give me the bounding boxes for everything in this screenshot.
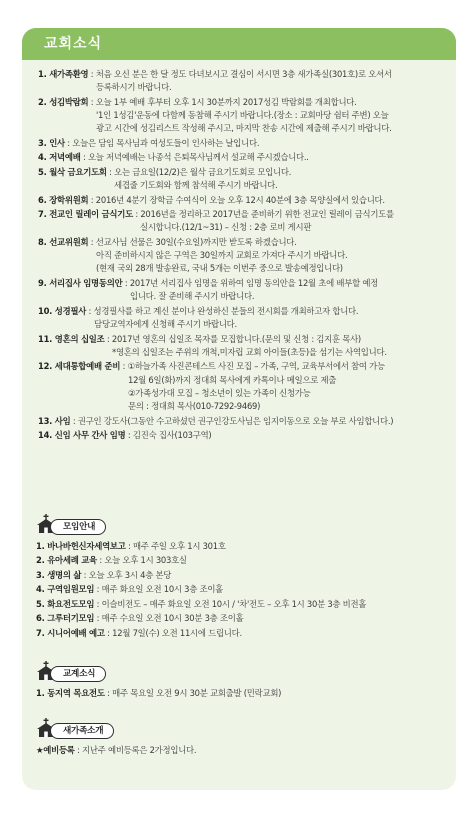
notice-item <box>38 68 448 95</box>
notice-text: ①하늘가족 사진콘테스트 사진 모집 – 가족, 구역, 교육부서에서 참여 가능 <box>127 361 385 372</box>
item-label <box>36 570 81 580</box>
item-title: 그루터기모임 <box>47 613 95 624</box>
notice-number: 3. <box>38 137 47 148</box>
notice-text: 문의 : 정대희 목사(010-7292-9469) <box>128 401 261 412</box>
item-text: 12월 7일(수) 오전 11시에 드립니다. <box>112 627 242 638</box>
meetings-section <box>36 514 446 641</box>
list-item: 4. 구역임원모임 : 매주 화요일 오전 10시 3층 조이홀 <box>36 584 224 595</box>
section-title: 교계소식 <box>50 666 106 682</box>
notice-number: 13. <box>38 415 53 426</box>
notice-title: 저녁예배 <box>49 152 81 163</box>
notice-card <box>22 28 456 790</box>
item-text: 매주 목요일 오전 9시 30분 교회출발 (민락교회) <box>112 688 282 698</box>
section-title: 모임안내 <box>50 519 106 535</box>
notice-text: 2017년 영혼의 십일조 목자를 모집합니다.(문의 및 신청 : 김지훈 목사) <box>111 333 361 344</box>
notice-item <box>38 277 448 304</box>
item-number: 5. <box>36 598 45 609</box>
notice-first-line: 13. 사임 : 권구인 강도사(그동안 수고하셨던 권구인강도사님은 임지이동으로 오늘 부로 사임합니다.) <box>38 415 394 426</box>
meetings-list <box>36 540 446 640</box>
notice-item <box>38 333 448 360</box>
notice-text: 오늘은 담임 목사님과 여성도들이 인사하는 날입니다. <box>72 137 260 148</box>
item-number: 2. <box>36 555 45 566</box>
notice-first-line: 1. 새가족환영 : 처음 오신 분은 한 달 정도 다녀보시고 결심이 서시면 3층 새가족실(301호)로 오셔서 <box>38 69 392 79</box>
notice-text: *영혼의 십일조는 주위의 개척,미자립 교회 아이들(초등)을 섬기는 사역입니다. <box>112 346 387 357</box>
notice-title: 성경필사 <box>54 305 87 316</box>
list-item: 3. 생명의 삶 : 오늘 오후 3시 4층 본당 <box>36 569 172 580</box>
notice-first-line: 10. 성경필사 : 성경필사를 하고 계신 분이나 완성하신 분들의 전시회를 개최하고자 합니다. <box>38 305 359 316</box>
list-item: 1. 바나바헌신자세역보고 : 매주 주일 오후 1시 301호 <box>36 541 226 551</box>
item-number: 7. <box>36 627 45 638</box>
notice-number: 5. <box>38 166 47 177</box>
item-number: ★ <box>36 745 44 755</box>
item-text: 오늘 오후 1시 303호실 <box>104 555 187 566</box>
notice-number: 8. <box>38 236 47 247</box>
notice-item <box>38 360 448 413</box>
notice-item <box>38 236 448 276</box>
item-title: 생명의 삶 <box>47 569 82 580</box>
list-item: 7. 시니어예배 예고 : 12월 7일(수) 오전 11시에 드립니다. <box>36 627 242 638</box>
notice-item <box>38 137 448 150</box>
item-number: 1. <box>36 688 45 698</box>
notice-item <box>38 429 448 442</box>
item-label <box>36 541 126 551</box>
notice-first-line: 11. 영혼의 십일조 : 2017년 영혼의 십일조 목자를 모집합니다.(문의 및 신청 : 김지훈 목사) <box>38 333 361 344</box>
notice-text: 12월 6일(화)까지 정대희 목사에게 카톡이나 메일으로 제출 <box>128 374 337 385</box>
notice-number: 10. <box>38 305 53 316</box>
item-title: 동지역 목요전도 <box>47 688 105 698</box>
notice-title: 성김박람회 <box>49 96 89 107</box>
notice-text: 세겹줄 기도회와 함께 참석해 주시기 바랍니다. <box>114 180 278 191</box>
notice-label <box>38 278 122 288</box>
item-title: 바나바헌신자세역보고 <box>47 541 126 551</box>
notice-text: 2016년을 정리하고 2017년을 준비하기 위한 전교인 릴레이 금식기도를 <box>140 209 394 220</box>
item-title: 화요전도모임 <box>47 598 95 609</box>
item-title: 예비등록 <box>43 745 75 755</box>
list-item: ★예비등록 : 지난주 예비등록은 2가정입니다. <box>36 745 197 755</box>
notice-text: ②가족성가대 모집 – 청소년이 있는 가족이 신청가능 <box>128 387 311 398</box>
news-header <box>36 661 446 683</box>
item-text: 매주 주일 오후 1시 301호 <box>133 541 226 551</box>
item-label <box>36 599 94 609</box>
notice-text: 처음 오신 분은 한 달 정도 다녀보시고 결심이 서시면 3층 새가족실(301호)로 오셔서 <box>95 69 392 79</box>
newfamily-section <box>36 718 446 758</box>
item-text: 매주 화요일 오전 10시 3층 조이홀 <box>101 584 224 595</box>
notice-text: 입니다. 잘 준비해 주시기 바랍니다. <box>130 291 255 302</box>
item-label <box>36 613 94 623</box>
item-label <box>36 745 75 755</box>
list-item: 2. 유아세례 교육 : 오늘 오후 1시 303호실 <box>36 555 187 566</box>
item-title: 구역임원모임 <box>47 584 95 595</box>
notice-first-line: 12. 세대통합예배 준비 : ①하늘가족 사진콘테스트 사진 모집 – 가족, 구역, 교육부서에서 참여 가능 <box>38 361 385 372</box>
item-label <box>36 628 105 638</box>
notice-text: 오는 금요일(12/2)은 월삭 금요기도회로 모입니다. <box>114 166 292 177</box>
item-label <box>36 584 94 594</box>
notice-number: 12. <box>38 361 53 372</box>
notice-first-line: 2. 성김박람회 : 오늘 1부 예배 후부터 오후 1시 30분까지 2017성김 박람회를 개최합니다. <box>38 96 357 107</box>
notice-first-line: 7. 전교인 릴레이 금식기도 : 2016년을 정리하고 2017년을 준비하기 위한 전교인 릴레이 금식기도를 <box>38 209 394 220</box>
notice-text: 2016년 4분기 장학금 수여식이 오늘 오후 12시 40분에 3층 목양실에서 있습니다. <box>95 194 385 205</box>
item-number: 1. <box>36 541 45 551</box>
notice-list <box>38 68 448 444</box>
notice-label <box>38 209 133 219</box>
notice-item <box>38 151 448 164</box>
notice-label <box>38 97 88 107</box>
notice-item <box>38 166 448 193</box>
notice-number: 2. <box>38 96 47 107</box>
notice-label <box>38 306 86 316</box>
notice-text: 담당교역자에게 신청해 주시기 바랍니다. <box>94 319 237 330</box>
notice-number: 7. <box>38 209 47 220</box>
notice-title: 서리집사 임명동의안 <box>49 277 123 288</box>
notice-first-line: 14. 신임 사무 간사 임명 : 김진숙 집사(103구역) <box>38 430 212 441</box>
notice-text: 2017년 서리집사 임명을 위하여 임명 동의안을 12월 초에 배부할 예정 <box>129 277 379 288</box>
notice-title: 선교위원회 <box>49 236 89 247</box>
list-item: 6. 그루터기모임 : 매주 수요일 오전 10시 30분 3층 조이홀 <box>36 613 244 624</box>
notice-first-line: 9. 서리집사 임명동의안 : 2017년 서리집사 임명을 위하여 임명 동의안을 12월 초에 배부할 예정 <box>38 277 379 288</box>
page-title: 교회소식 <box>22 28 456 60</box>
notice-text: 권구인 강도사(그동안 수고하셨던 권구인강도사님은 임지이동으로 오늘 부로 사임합니다.) <box>77 415 394 426</box>
notice-title: 인사 <box>49 137 65 148</box>
newfamily-header <box>36 718 446 740</box>
notice-text: 아직 준비하시지 않은 구역은 30일까지 교회로 가져다 주시기 바랍니다. <box>96 250 348 261</box>
newfamily-list <box>36 744 446 757</box>
notice-number: 11. <box>38 333 53 344</box>
meetings-header <box>36 514 446 536</box>
notice-label <box>38 167 107 177</box>
notice-title: 장학위원회 <box>49 194 89 205</box>
notice-number: 1. <box>38 69 47 79</box>
notice-number: 9. <box>38 277 47 288</box>
section-title: 새가족소개 <box>50 723 114 739</box>
notice-item <box>38 305 448 332</box>
notice-text: 광고 시간에 성김리스트 작성해 주시고, 마지막 찬송 시간에 제출해 주시기 바랍니다. <box>96 123 392 134</box>
item-text: 매주 수요일 오전 10시 30분 3층 조이홀 <box>101 613 244 624</box>
notice-number: 14. <box>38 430 53 441</box>
notice-label <box>38 416 70 426</box>
notice-text: 실시합니다.(12/1~31) – 신청 : 2층 로비 게시판 <box>140 222 312 233</box>
notice-title: 영혼의 십일조 <box>54 333 105 344</box>
list-item: 5. 화요전도모임 : 이슬비전도 – 매주 화요일 오전 10시 / '차'전도 – 오후 1시 30분 3층 비전홀 <box>36 598 367 609</box>
list-item: 1. 동지역 목요전도 : 매주 목요일 오전 9시 30분 교회출발 (민락교회) <box>36 688 282 698</box>
notice-title: 신임 사무 간사 임명 <box>54 430 126 441</box>
notice-item <box>38 96 448 136</box>
notice-title: 전교인 릴레이 금식기도 <box>49 209 133 220</box>
notice-text: 선교사님 선물은 30일(수요일)까지만 받도록 하겠습니다. <box>95 236 297 247</box>
notice-label <box>38 152 81 162</box>
notice-label <box>38 138 65 148</box>
notice-label <box>38 69 88 79</box>
item-label <box>36 555 97 565</box>
notice-item <box>38 415 448 428</box>
news-list <box>36 687 446 700</box>
item-label <box>36 688 105 698</box>
notice-label <box>38 430 125 440</box>
notice-text: '1인 1성김'운동에 다함께 동참해 주시기 바랍니다.(장소 : 교회마당 쉼터 주변) 오늘 <box>96 110 389 121</box>
notice-first-line: 8. 선교위원회 : 선교사님 선물은 30일(수요일)까지만 받도록 하겠습니다. <box>38 236 297 247</box>
item-number: 3. <box>36 569 45 580</box>
notice-title: 새가족환영 <box>49 69 89 79</box>
notice-number: 4. <box>38 152 47 163</box>
notice-title: 사임 <box>54 415 71 426</box>
notice-first-line: 3. 인사 : 오늘은 담임 목사님과 여성도들이 인사하는 날입니다. <box>38 137 260 148</box>
item-number: 6. <box>36 613 45 624</box>
item-text: 이슬비전도 – 매주 화요일 오전 10시 / '차'전도 – 오후 1시 30분 3층 비전홀 <box>101 598 367 609</box>
notice-item <box>38 194 448 207</box>
notice-first-line: 6. 장학위원회 : 2016년 4분기 장학금 수여식이 오늘 오후 12시 40분에 3층 목양실에서 있습니다. <box>38 194 385 205</box>
notice-text: 등록하시기 바랍니다. <box>96 82 172 93</box>
notice-label <box>38 237 88 247</box>
notice-text: 김진숙 집사(103구역) <box>132 430 212 441</box>
item-text: 지난주 예비등록은 2가정입니다. <box>82 745 197 755</box>
notice-label <box>38 195 88 205</box>
notice-item <box>38 208 448 235</box>
item-text: 오늘 오후 3시 4층 본당 <box>88 569 172 580</box>
item-title: 유아세례 교육 <box>47 555 97 566</box>
notice-label <box>38 334 104 344</box>
notice-first-line: 4. 저녁예배 : 오늘 저녁예배는 나종석 은퇴목사님께서 설교해 주시겠습니다.. <box>38 152 309 163</box>
notice-number: 6. <box>38 194 47 205</box>
notice-first-line: 5. 월삭 금요기도회 : 오는 금요일(12/2)은 월삭 금요기도회로 모입니다. <box>38 166 292 177</box>
notice-text: (현재 국외 28개 발송완료, 국내 5개는 이번주 중으로 발송예정입니다) <box>96 263 343 274</box>
item-title: 시니어예배 예고 <box>47 627 105 638</box>
notice-text: 오늘 1부 예배 후부터 오후 1시 30분까지 2017성김 박람회를 개최합니다. <box>95 96 357 107</box>
item-number: 4. <box>36 584 45 595</box>
news-section <box>36 661 446 701</box>
notice-text: 성경필사를 하고 계신 분이나 완성하신 분들의 전시회를 개최하고자 합니다. <box>93 305 359 316</box>
notice-label <box>38 361 120 371</box>
notice-title: 월삭 금요기도회 <box>49 166 107 177</box>
notice-text: 오늘 저녁예배는 나종석 은퇴목사님께서 설교해 주시겠습니다.. <box>87 152 309 163</box>
notice-title: 세대통합예배 준비 <box>54 361 121 372</box>
